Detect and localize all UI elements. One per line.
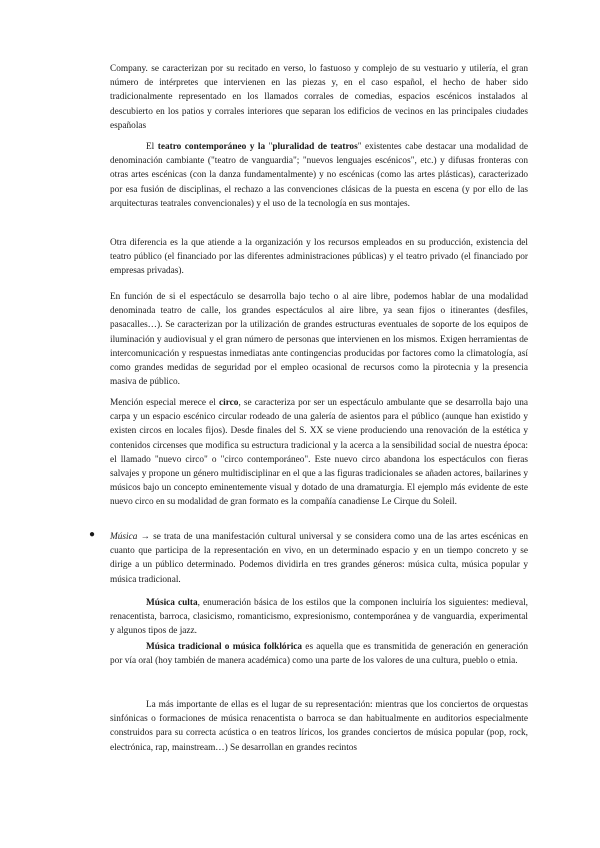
paragraph-circo (110, 396, 528, 510)
paragraph-musica-tradicional (110, 640, 528, 668)
bullet-icon: ● (89, 529, 96, 540)
paragraph-text: , enumeración básica de los estilos que la componen incluiría los siguientes: medieval, renacentista, barroca, clasicismo, romanticismo, expresionismo, contemporánea y de vanguardia, experimental y algunos tipos de jazz. (110, 598, 529, 637)
paragraph-text: Otra diferencia es la que atiende a la organización y los recursos empleados en su producción, existencia del teatro público (el financiado por las diferentes administraciones públicas) y el teatro privado (el financiado por empresas privadas). (110, 238, 528, 277)
paragraph-text: Mención especial merece el (110, 398, 219, 408)
paragraph-teatro-contemporaneo (110, 140, 528, 211)
paragraph-text: " existentes cabe destacar una modalidad de denominación cambiante ("teatro de vanguardia"; "nuevos lenguajes escénicos", etc.) y difusas fronteras con otras artes escénicas (con la danza fundamentalmente) y no escénicas (como las artes plásticas), caracterizado por esa fusión de disciplinas, el rechazo a las convenciones clásicas de la puesta en escena (y por ello de las arquitecturas teatrales convencionales) y el uso de la tecnología en sus montajes. (110, 142, 528, 209)
paragraph-text: se trata de una manifestación cultural universal y se considera como una de las artes escénicas en cuanto que participa de la representación en vivo, en un determinado espacio y en un tiempo concreto y se dirige a un público determinado. Podemos dividirla en tres grandes géneros: música culta, música popular y música tradicional. (110, 532, 528, 585)
paragraph-musica-culta (110, 596, 528, 639)
arrow-icon: → (137, 532, 154, 542)
paragraph-text: Company. se caracterizan por su recitado en verso, lo fastuoso y complejo de su vestuario y utilería, el gran número de intérpretes que intervienen en las piezas y, en el caso español, el hecho de haber sido tradicionalmente representado en los llamados corrales de comedias, espacios escénicos instalados al descubierto en los patios y corrales interiores que separan los edificios de vecinos en las principales ciudades españolas (110, 64, 528, 131)
paragraph-text: La más importante de ellas es el lugar de su representación: mientras que los conciertos de orquestas sinfónicas o formaciones de música renacentista o barroca se dan habitualmente en auditorios especialmente construidos para su correcta acústica o en teatros líricos, los grandes conciertos de música popular (pop, rock, electrónica, rap, mainstream…) Se desarrollan en grandes recintos (110, 700, 528, 753)
quote-mark: " (268, 142, 273, 152)
paragraph-musica (110, 530, 528, 587)
bold-term: Música tradicional o música folklórica (146, 642, 303, 652)
paragraph-siglo-de-oro-continuation (110, 62, 528, 133)
paragraph-text: , se caracteriza por ser un espectáculo ambulante que se desarrolla bajo una carpa y un espacio escénico circular rodeado de una galería de asientos para el público (aunque han existido y existen circos en locales fijos). Desde finales del S. XX se viene produciendo una renovación de la estética y contenidos circenses que modifica su estructura tradicional y la acerca a la sensibilidad social de nuestra época: el llamado "nuevo circo" o "circo contemporáneo". Este nuevo circo abandona los espectáculos con fieras salvajes y propone un género multidisciplinar en el que a las figuras tradicionales se añaden actores, bailarines y músicos bajo un concepto eminentemente visual y dotado de una dramaturgia. El ejemplo más evidente de este nuevo circo en su modalidad de gran formato es la compañía canadiense Le Cirque du Soleil. (110, 398, 528, 508)
paragraph-text: En función de si el espectáculo se desarrolla bajo techo o al aire libre, podemos hablar de una modalidad denominada teatro de calle, los grandes espectáculos al aire libre, ya sean fijos o itinerantes (desfiles, pasacalles…). Se caracterizan por la utilización de grandes estructuras eventuales de soporte de los equipos de iluminación y audiovisual y el gran número de personas que intervienen en los mismos. Exigen herramientas de intercomunicación y respuestas inmediatas ante contingencias producidas por factores como la climatología, así como grandes medidas de seguridad por el empleo ocasional de recursos como la pirotecnia y la presencia masiva de público. (110, 292, 528, 388)
paragraph-text: El (146, 142, 158, 152)
italic-term: Música (110, 532, 138, 542)
paragraph-organizacion-recursos (110, 236, 528, 279)
paragraph-lugar-representacion (110, 698, 528, 755)
bold-term: pluralidad de teatros (272, 142, 358, 152)
bold-term: circo (219, 398, 239, 408)
paragraph-teatro-de-calle (110, 290, 528, 389)
paragraph-text: es aquella que es transmitida de generación en generación por vía oral (hoy también de manera académica) como una parte de los valores de una cultura, pueblo o etnia. (110, 642, 528, 667)
bold-term: Música culta (146, 598, 198, 608)
bold-term: teatro contemporáneo y la (157, 142, 269, 152)
